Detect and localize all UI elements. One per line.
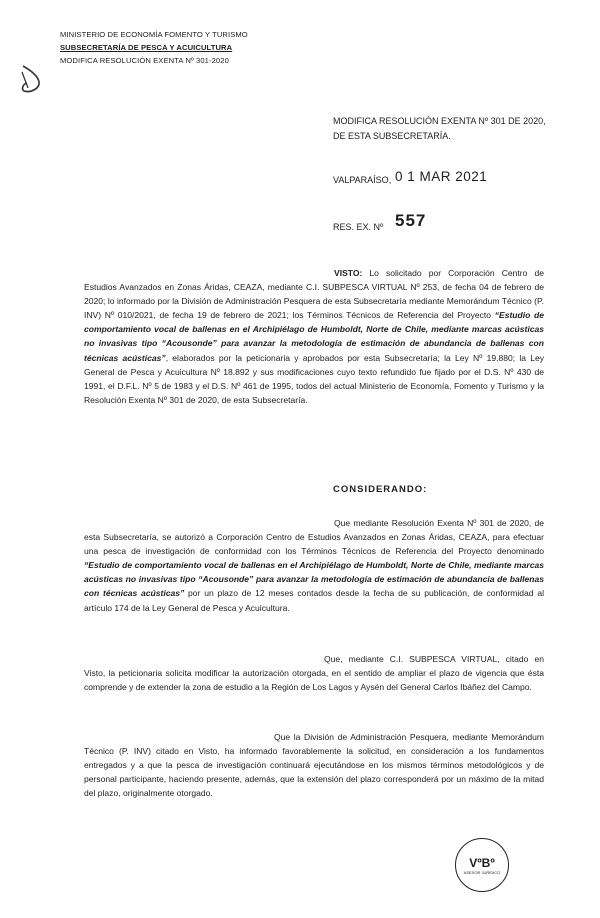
visto-project-title: “Estudio de comportamiento vocal de ballenas en el Archipiélago de Humboldt, Norte de Chile, mediante marcas acústicas no invasivas tipo “Acousonde” para avanzar la metodología de estimación de abundancia de ballenas con técnicas acústicas” xyxy=(84,310,544,363)
considerando-project-title: “Estudio de comportamiento vocal de ballenas en el Archipiélago de Humboldt, Norte de Chile, mediante marcas acústicas no invasivas tipo “Acousonde” para avanzar la metodología de estimación de abundancia de ballenas con técnicas acústicas” xyxy=(84,560,544,599)
considerando-paragraph-2 xyxy=(84,652,544,694)
handwritten-mark-icon xyxy=(18,62,44,96)
considerando-p3-text: Que la División de Administración Pesquera, mediante Memorándum Técnico (P. INV) citado en Visto, ha informado favorablemente la solicitud, en consideración a los fundamentos entregados y a que la pesca de investigación continuará ejecutándose en los mismos términos metodológicos y de personal participante, haciendo presente, además, que la extensión del plazo corresponderá por un máximo de la mitad del plazo, originalmente otorgado. xyxy=(84,732,544,799)
considerando-p1-a: Que mediante Resolución Exenta Nº 301 de 2020, de esta Subsecretaría, se autorizó a Corporación Centro de Estudios Avanzados en Zonas Áridas, CEAZA, para efectuar una pesca de investigación de conformidad con los Términos Técnicos de Referencia del Proyecto denominado xyxy=(84,518,544,557)
resolution-title-line1: MODIFICA RESOLUCIÓN EXENTA Nº 301 DE 2020, xyxy=(333,116,546,126)
subsecretaria-name: SUBSECRETARÍA DE PESCA Y ACUICULTURA xyxy=(60,43,233,52)
stamp-caption: ASESOR JURÍDICO xyxy=(463,869,501,875)
ministry-name: MINISTERIO DE ECONOMÍA FOMENTO Y TURISMO xyxy=(60,30,248,39)
resolution-number: 557 xyxy=(395,211,427,230)
considerando-p1-b: por un plazo de 12 meses contados desde la fecha de su publicación, de conformidad al artículo 174 de la Ley General de Pesca y Acuicultura. xyxy=(84,588,544,613)
resolution-title-line2: DE ESTA SUBSECRETARÍA. xyxy=(333,131,451,141)
subject-reference: MODIFICA RESOLUCIÓN EXENTA Nº 301-2020 xyxy=(60,56,229,65)
place: VALPARAÍSO, xyxy=(333,175,392,185)
approval-stamp xyxy=(455,838,509,892)
resolution-number-label: RES. EX. Nº xyxy=(333,222,384,232)
considerando-heading: CONSIDERANDO: xyxy=(333,484,428,495)
visto-label: VISTO: xyxy=(334,268,363,278)
stamp-vobo: VºBº xyxy=(469,855,495,870)
date-stamp: 0 1 MAR 2021 xyxy=(395,169,488,184)
visto-text-b: , elaborados por la peticionaria y aprobados por esta Subsecretaría; la Ley Nº 19.880; la Ley General de Pesca y Acuicultura Nº 18.892 y sus modificaciones cuyo texto refundido fue fijado por el D.S. Nº 430 de 1991, el D.F.L. Nº 5 de 1983 y el D.S. Nº 461 de 1995, todos del actual Ministerio de Economía, Fomento y Turismo y la Resolución Exenta Nº 301 de 2020, de esta Subsecretaría. xyxy=(84,352,544,405)
visto-text-a: Lo solicitado por Corporación Centro de Estudios Avanzados en Zonas Áridas, CEAZA, mediante C.I. SUBPESCA VIRTUAL Nº 253, de fecha 04 de febrero de 2020; lo informado por la División de Administración Pesquera de esta Subsecretaría mediante Memorándum Técnico (P. INV) Nº 010/2021, de fecha 19 de febrero de 2021; los Términos Técnicos de Referencia del Proyecto xyxy=(84,268,544,321)
considerando-p2-text: Que, mediante C.I. SUBPESCA VIRTUAL, citado en Visto, la peticionaria solicita modificar la autorización otorgada, en el sentido de ampliar el plazo de vigencia que ésta comprende y de extender la zona de estudio a la Región de Los Lagos y Aysén del General Carlos Ibáñez del Campo. xyxy=(84,654,544,693)
considerando-paragraph-3 xyxy=(84,730,544,800)
visto-paragraph xyxy=(84,266,544,407)
considerando-paragraph-1 xyxy=(84,516,544,615)
